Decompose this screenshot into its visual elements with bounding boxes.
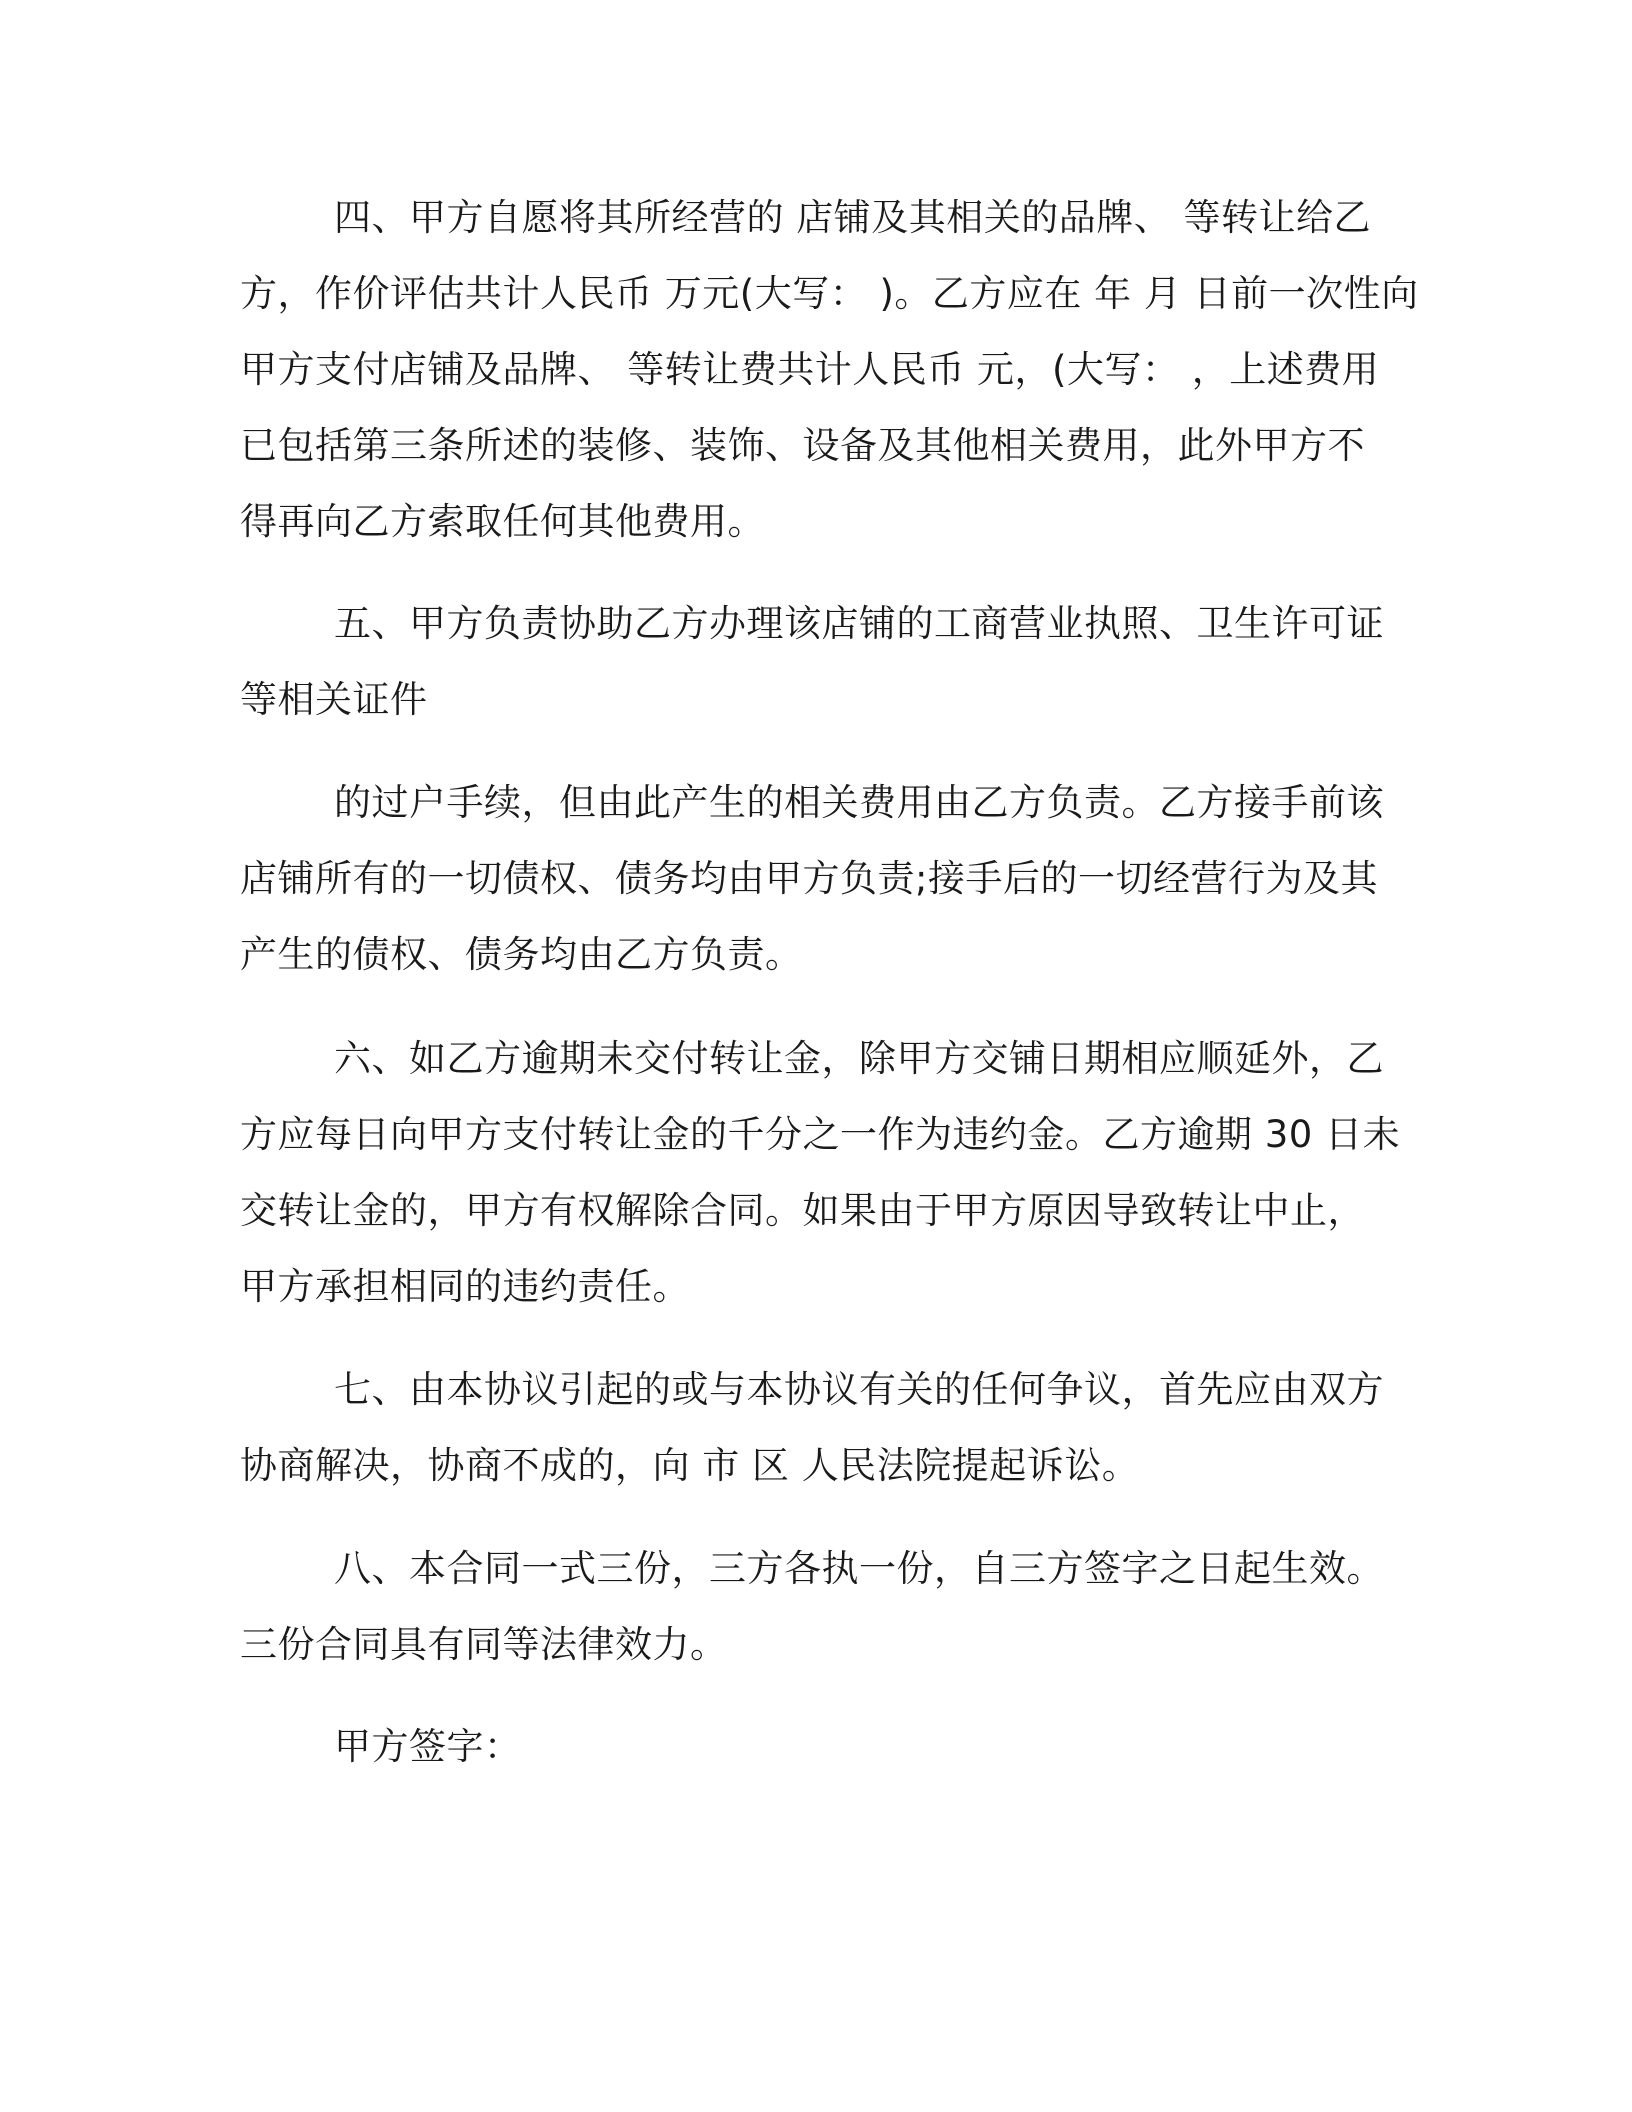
clause-5-cont-line-1: 的过户手续，但由此产生的相关费用由乙方负责。乙方接手前该 <box>334 781 1384 824</box>
clause-7-line-1: 七、由本协议引起的或与本协议有关的任何争议，首先应由双方 <box>334 1368 1384 1411</box>
clause-8-line-1: 八、本合同一式三份，三方各执一份，自三方签字之日起生效。 <box>334 1547 1384 1590</box>
clause-4-line-1: 四、甲方自愿将其所经营的 店铺及其相关的品牌、 等转让给乙 <box>334 196 1372 239</box>
clause-4-line-3: 甲方支付店铺及品牌、 等转让费共计人民币 元，(大写： ，上述费用 <box>240 348 1380 391</box>
clause-6-line-2: 方应每日向甲方支付转让金的千分之一作为违约金。乙方逾期 30 日未 <box>240 1113 1401 1156</box>
party-a-signature-label: 甲方签字： <box>334 1725 522 1768</box>
clause-5-line-2: 等相关证件 <box>240 678 428 721</box>
clause-4-line-5: 得再向乙方索取任何其他费用。 <box>240 500 765 543</box>
clause-8-line-2: 三份合同具有同等法律效力。 <box>240 1623 728 1666</box>
clause-5-cont-line-2: 店铺所有的一切债权、债务均由甲方负责;接手后的一切经营行为及其 <box>240 857 1378 900</box>
clause-7-line-2: 协商解决，协商不成的，向 市 区 人民法院提起诉讼。 <box>240 1444 1140 1487</box>
clause-5-line-1: 五、甲方负责协助乙方办理该店铺的工商营业执照、卫生许可证 <box>334 602 1384 645</box>
clause-4-line-4: 已包括第三条所述的装修、装饰、设备及其他相关费用，此外甲方不 <box>240 424 1365 467</box>
clause-6-line-1: 六、如乙方逾期未交付转让金，除甲方交铺日期相应顺延外，乙 <box>334 1037 1384 1080</box>
clause-4-line-2: 方，作价评估共计人民币 万元(大写： )。乙方应在 年 月 日前一次性向 <box>240 272 1419 315</box>
clause-5-cont-line-3: 产生的债权、债务均由乙方负责。 <box>240 933 803 976</box>
clause-6-line-4: 甲方承担相同的违约责任。 <box>240 1265 690 1308</box>
clause-6-line-3: 交转让金的，甲方有权解除合同。如果由于甲方原因导致转让中止， <box>240 1189 1365 1232</box>
